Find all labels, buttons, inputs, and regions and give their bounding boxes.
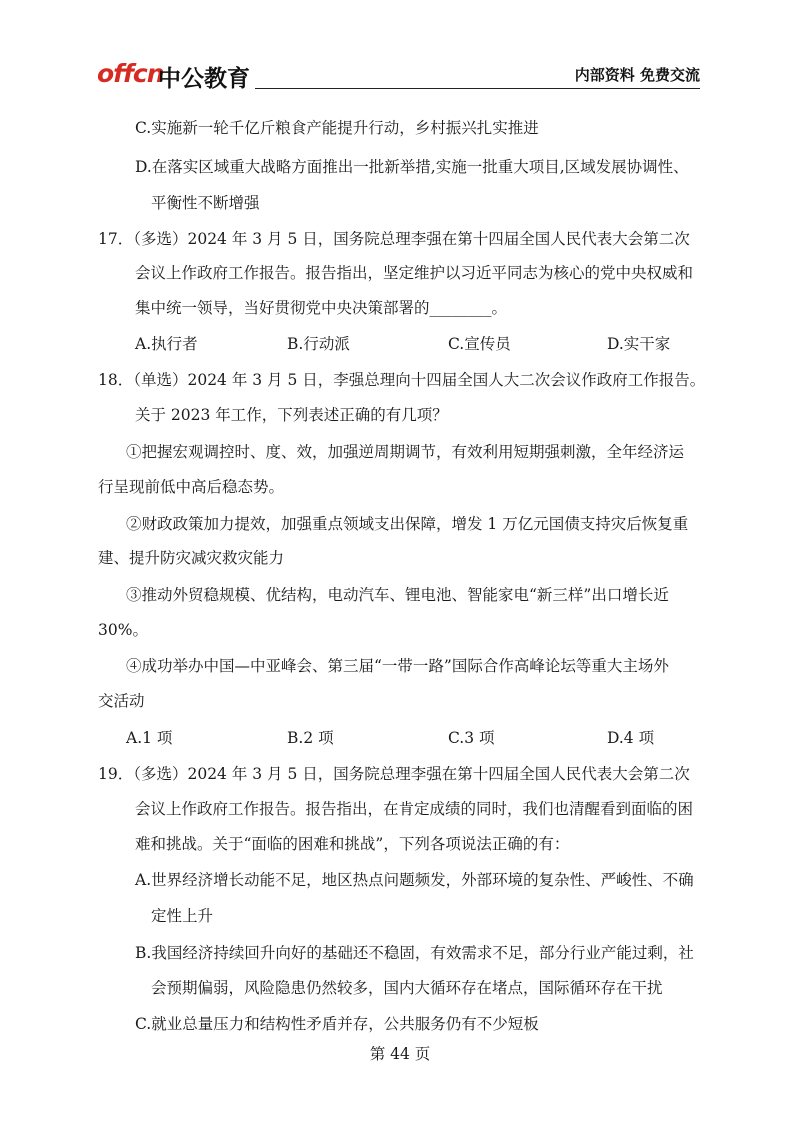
logo-text-cn: 中公教育	[158, 66, 250, 92]
header-right-text: 内部资料 免费交流	[574, 66, 700, 84]
q17-option-d: D.实干家	[607, 335, 671, 353]
statement-1-line1: ①把握宏观调控时、度、效，加强逆周期调节，有效利用短期强刺激，全年经济运	[126, 443, 685, 461]
question-17-line3: 集中统一领导，当好贯彻党中央决策部署的________。	[135, 299, 508, 317]
statement-4-line1: ④成功举办中国—中亚峰会、第三届“一带一路”国际合作高峰论坛等重大主场外	[126, 657, 669, 675]
q18-option-b: B.2 项	[287, 729, 334, 747]
q19-option-a-line1: A.世界经济增长动能不足，地区热点问题频发，外部环境的复杂性、严峻性、不确	[135, 871, 694, 889]
option-d-q16-line2: 平衡性不断增强	[151, 194, 260, 212]
statement-4-line2: 交活动	[98, 692, 145, 710]
q19-option-a-line2: 定性上升	[151, 907, 214, 925]
statement-2-line2: 建、提升防灾减灾救灾能力	[98, 549, 285, 567]
question-19-line1: 19．（多选）2024 年 3 月 5 日，国务院总理李强在第十四届全国人民代表大会第二次	[98, 765, 690, 783]
question-19-line3: 难和挑战。关于“面临的困难和挑战”，下列各项说法正确的有：	[135, 835, 570, 853]
question-18-line2: 关于 2023 年工作，下列表述正确的有几项？	[135, 406, 448, 424]
logo-text-en: offcn	[97, 59, 164, 88]
question-19-line2: 会议上作政府工作报告。报告指出，在肯定成绩的同时，我们也清醒看到面临的困	[135, 800, 694, 818]
option-c-q16: C.实施新一轮千亿斤粮食产能提升行动，乡村振兴扎实推进	[135, 119, 539, 137]
q17-option-b: B.行动派	[287, 335, 350, 353]
question-18-line1: 18．（单选）2024 年 3 月 5 日，李强总理向十四届全国人大二次会议作政府工作报告。	[98, 371, 706, 389]
q18-option-d: D.4 项	[607, 729, 655, 747]
statement-1-line2: 行呈现前低中高后稳态势。	[98, 478, 285, 496]
q19-option-b-line1: B.我国经济持续回升向好的基础还不稳固，有效需求不足，部分行业产能过剩，社	[135, 944, 694, 962]
statement-2-line1: ②财政政策加力提效，加强重点领域支出保障，增发 1 万亿元国债支持灾后恢复重	[126, 515, 689, 533]
statement-3-line1: ③推动外贸稳规模、优结构，电动汽车、锂电池、智能家电“新三样”出口增长近	[126, 586, 669, 604]
header-rule	[255, 88, 700, 89]
question-17-line2: 会议上作政府工作报告。报告指出，坚定维护以习近平同志为核心的党中央权威和	[135, 264, 694, 282]
q17-option-c: C.宣传员	[448, 335, 511, 353]
option-d-q16-line1: D.在落实区域重大战略方面推出一批新举措,实施一批重大项目,区域发展协调性、	[135, 158, 689, 176]
statement-3-line2: 30%。	[98, 621, 148, 639]
question-17-line1: 17．（多选）2024 年 3 月 5 日，国务院总理李强在第十四届全国人民代表大会第二次	[98, 230, 690, 248]
page-number: 第 44 页	[369, 1045, 431, 1063]
q19-option-c: C.就业总量压力和结构性矛盾并存，公共服务仍有不少短板	[135, 1015, 539, 1033]
q19-option-b-line2: 会预期偏弱，风险隐患仍然较多，国内大循环存在堵点，国际循环存在干扰	[151, 979, 663, 997]
page-header	[97, 58, 700, 90]
q18-option-a: A.1 项	[126, 729, 173, 747]
q17-option-a: A.执行者	[135, 335, 198, 353]
q18-option-c: C.3 项	[448, 729, 495, 747]
